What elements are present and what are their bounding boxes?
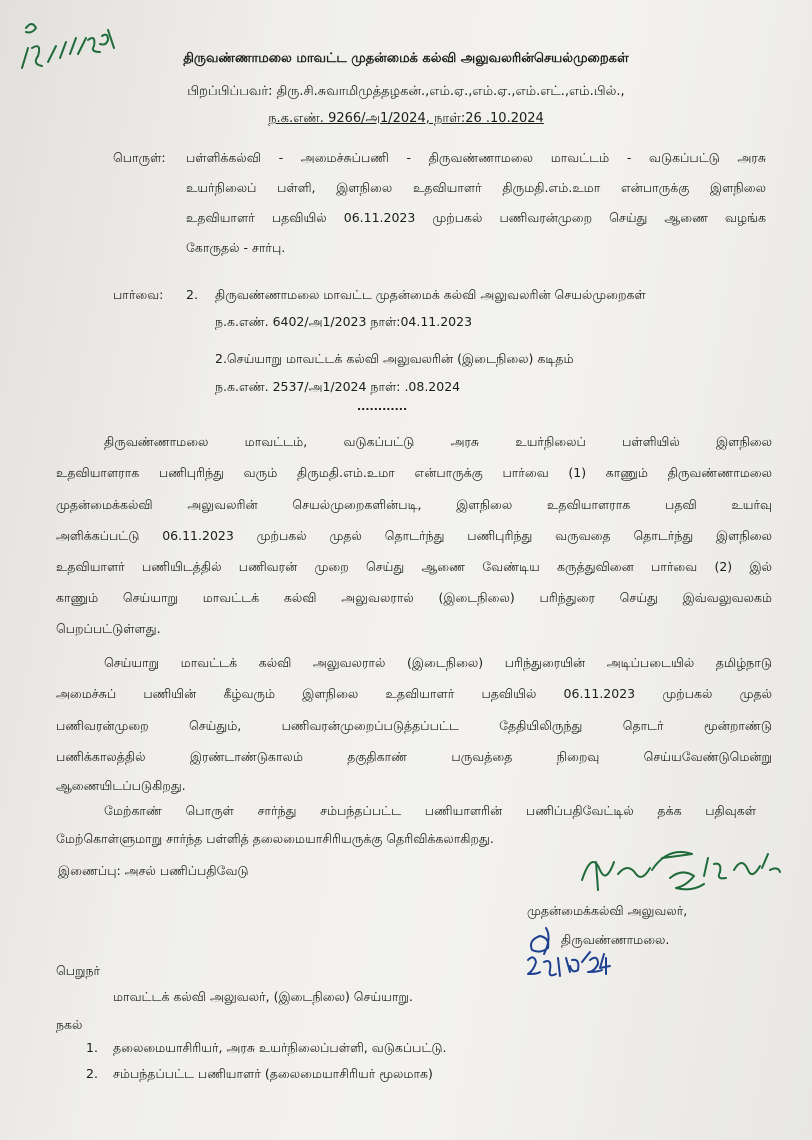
- recipient-value: மாவட்டக் கல்வி அலுவலர், (இடைநிலை) செய்யாறு.: [113, 989, 413, 1004]
- handwritten-date-top: [12, 14, 122, 84]
- handwritten-initial-date: [510, 918, 620, 986]
- para1-line-2: உதவியாளராக பணிபுரிந்து வரும் திருமதி.எம்.உமா என்பாருக்கு பார்வை (1) காணும் திருவண்ணாமலை: [56, 465, 772, 480]
- para1-line-1: திருவண்ணாமலை மாவட்டம், வடுகப்பட்டு அரசு உயர்நிலைப் பள்ளியில் இளநிலை: [104, 434, 772, 449]
- subject-label: பொருள்:: [113, 150, 166, 165]
- separator-dots: ............: [357, 400, 408, 413]
- para1-line-5: உதவியாளர் பணியிடத்தில் பணிவரன் முறை செய்து ஆணை வேண்டிய கருத்துவினை பார்வை (2) இல்: [56, 559, 772, 574]
- para2-line-5: ஆணையிடப்படுகிறது.: [56, 778, 186, 793]
- reference-item1-line1: திருவண்ணாமலை மாவட்ட முதன்மைக் கல்வி அலுவலரின் செயல்முறைகள்: [215, 287, 646, 302]
- issuer-line: பிறப்பிப்பவர்: திரு.சி.சுவாமிமுத்தழகன்.,எம்.ஏ.,எம்.ஏ.,எம்.எட்.,எம்.பில்.,: [187, 84, 625, 99]
- copy-item-1: தலைமையாசிரியர், அரசு உயர்நிலைப்பள்ளி, வடுகப்பட்டு.: [113, 1040, 447, 1055]
- para2-line-4: பணிக்காலத்தில் இரண்டாண்டுகாலம் தகுதிகாண் பருவத்தை நிறைவு செய்யவேண்டுமென்று: [56, 749, 772, 764]
- para2-line-2: அமைச்சுப் பணியின் கீழ்வரும் இளநிலை உதவியாளர் பதவியில் 06.11.2023 முற்பகல் முதல்: [56, 686, 772, 701]
- para3-line-1: மேற்காண் பொருள் சார்ந்து சம்பந்தப்பட்ட பணியாளரின் பணிப்பதிவேட்டில் தக்க பதிவுகள்: [104, 803, 756, 818]
- para2-line-1: செய்யாறு மாவட்டக் கல்வி அலுவலரால் (இடைநிலை) பரிந்துரையின் அடிப்படையில் தமிழ்நாடு: [104, 655, 772, 670]
- reference-item2-line1: 2.செய்யாறு மாவட்டக் கல்வி அலுவலரின் (இடைநிலை) கடிதம்: [215, 351, 574, 366]
- reference-label: பார்வை:: [113, 287, 164, 302]
- para1-line-3: முதன்மைக்கல்வி அலுவலரின் செயல்முறைகளின்படி, இளநிலை உதவியாளராக பதவி உயர்வு: [56, 497, 772, 512]
- reference-number: ந.க.எண். 9266/அ1/2024, நாள்:26 .10.2024: [268, 111, 544, 126]
- copy-item-1-num: 1.: [86, 1040, 98, 1055]
- recipient-label: பெறுநர்: [56, 963, 101, 978]
- signatory-place: திருவண்ணாமலை.: [561, 932, 670, 947]
- para3-line-2: மேற்கொள்ளுமாறு சார்ந்த பள்ளித் தலைமையாசிரியருக்கு தெரிவிக்கலாகிறது.: [56, 831, 494, 846]
- officer-signature: [574, 840, 794, 900]
- reference-item1-line2: ந.க.எண். 6402/அ1/2023 நாள்:04.11.2023: [215, 314, 473, 329]
- subject-line-4: கோருதல் - சார்பு.: [186, 240, 286, 255]
- para1-line-6: காணும் செய்யாறு மாவட்டக் கல்வி அலுவலரால் (இடைநிலை) பரிந்துரை செய்து இவ்வலுவலகம்: [56, 590, 772, 605]
- copy-item-2: சம்பந்தப்பட்ட பணியாளர் (தலைமையாசிரியர் மூலமாக): [113, 1066, 433, 1081]
- para1-line-4: அளிக்கப்பட்டு 06.11.2023 முற்பகல் முதல் தொடர்ந்து பணிபுரிந்து வருவதை தொடர்ந்து இளநிலை: [56, 528, 772, 543]
- subject-line-3: உதவியாளர் பதவியில் 06.11.2023 முற்பகல் பணிவரன்முறை செய்து ஆணை வழங்க: [186, 210, 766, 225]
- document-title: திருவண்ணாமலை மாவட்ட முதன்மைக் கல்வி அலுவலரின்செயல்முறைகள்: [183, 51, 629, 66]
- enclosure-line: இணைப்பு: அசல் பணிப்பதிவேடு: [58, 863, 249, 878]
- para2-line-3: பணிவரன்முறை செய்தும், பணிவரன்முறைப்படுத்தப்பட்ட தேதியிலிருந்து தொடர் மூன்றாண்டு: [56, 718, 772, 733]
- reference-item2-line2: ந.க.எண். 2537/அ1/2024 நாள்: .08.2024: [215, 379, 461, 394]
- signatory-designation: முதன்மைக்கல்வி அலுவலர்,: [527, 903, 688, 918]
- copy-label: நகல்: [56, 1017, 83, 1032]
- subject-line-2: உயர்நிலைப் பள்ளி, இளநிலை உதவியாளர் திருமதி.எம்.உமா என்பாருக்கு இளநிலை: [186, 180, 766, 195]
- copy-item-2-num: 2.: [86, 1066, 98, 1081]
- reference-item1-num: 2.: [186, 287, 198, 302]
- subject-line-1: பள்ளிக்கல்வி - அமைச்சுப்பணி - திருவண்ணாமலை மாவட்டம் - வடுகப்பட்டு அரசு: [186, 150, 766, 165]
- para1-line-7: பெறப்பட்டுள்ளது.: [56, 621, 161, 636]
